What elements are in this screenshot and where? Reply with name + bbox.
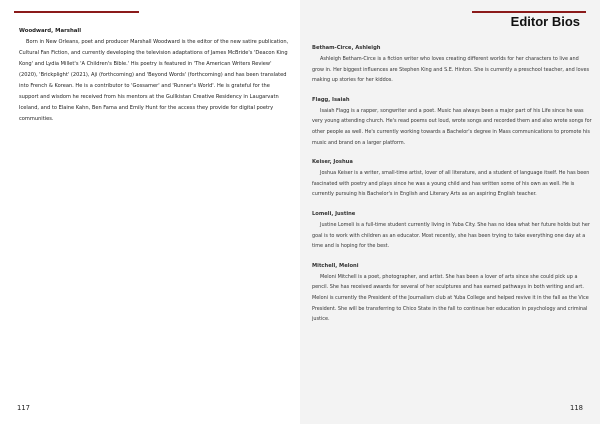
header-rule: [14, 11, 139, 13]
bio-entry: [312, 159, 592, 200]
bio-name: Lomeli, Justine: [312, 210, 356, 217]
bio-entry: [312, 97, 592, 148]
bio-text: Joshua Keiser is a writer, small-time artist, lover of all literature, and a student of language itself. He has been fascinated with poetry and plays since he was a young child and has written some of his own as well. He is currently pursuing his Bachelor's in English and Literary Arts as an aspiring English teacher.: [312, 170, 590, 198]
bio-name: Woodward, Marshall: [19, 28, 82, 34]
page-number: 118: [570, 404, 583, 412]
bio-text: Ashleigh Betham-Circe is a fiction writer who loves creating different worlds for her characters to live and grow in. Her biggest influences are Stephen King and S.E. Hinton. She is currently a preschool teacher, and loves making up stories for her kiddos.: [312, 56, 590, 84]
left-bio: [19, 28, 289, 125]
bio-entry: [312, 45, 592, 86]
bio-name: Betham-Circe, Ashleigh: [312, 45, 381, 51]
right-page: [300, 0, 600, 424]
bio-name: Flagg, Isaiah: [312, 96, 350, 103]
page-number: 117: [17, 404, 30, 412]
bio-text: Justine Lomeli is a full-time student currently living in Yuba City. She has no idea what her future holds but her goal is to work with children as an educator. Most recently, she has been trying to take everything one day at a time and is hoping for the best.: [312, 221, 590, 250]
bio-name: Mitchell, Meloni: [312, 262, 359, 269]
bio-text: Born in New Orleans, poet and producer Marshall Woodward is the editor of the new satire publication, Cultural Fan Fiction, and currently developing the television adaptations of James McBride's 'Deacon King Kong' and Lydia Millet's 'A Children's Bible.' His poetry is featured in 'The American Writers Review' (2020), 'Brickplight' (2021), Aji (forthcoming) and 'Beyond Words' (forthcoming) and has been translated into French & Korean. He is a contributor to 'Gossamer' and 'Runner's World'. He is grateful for the support and wisdom he received from his mentors at the Gullkistan Creative Residency in Laugarvatn Iceland, and to Elaine Kahn, Ben Fama and Emily Hunt for the access they provide for digital poetry communities.: [19, 39, 289, 122]
bio-text: Isaiah Flagg is a rapper, songwriter and a poet. Music has always been a major part of his Life since he was very young attending church. He's read poems out loud, wrote songs and recorded them and also wrote songs for other people as well. He's currently working towards a Bachelor's degree in Mass communications to promote his music and brand on a larger platform.: [312, 107, 592, 146]
header-rule: [472, 11, 586, 13]
editor-bios: [312, 45, 592, 336]
page-title: Editor Bios: [510, 14, 580, 29]
bio-entry: [312, 211, 592, 252]
bio-name: Keiser, Joshua: [312, 159, 353, 166]
bio-entry: [312, 263, 592, 325]
bio-text: Meloni Mitchell is a poet, photographer, and artist. She has been a lover of arts since she could pick up a pencil. She has received awards for several of her sculptures and has earned pathways in both writing and art. Meloni is currently the President of the Journalism club at Yuba College and helped revive it in the fall as the Vice President. She will be transferring to Chico State in the fall to continue her education in psychology and criminal justice.: [312, 273, 589, 323]
